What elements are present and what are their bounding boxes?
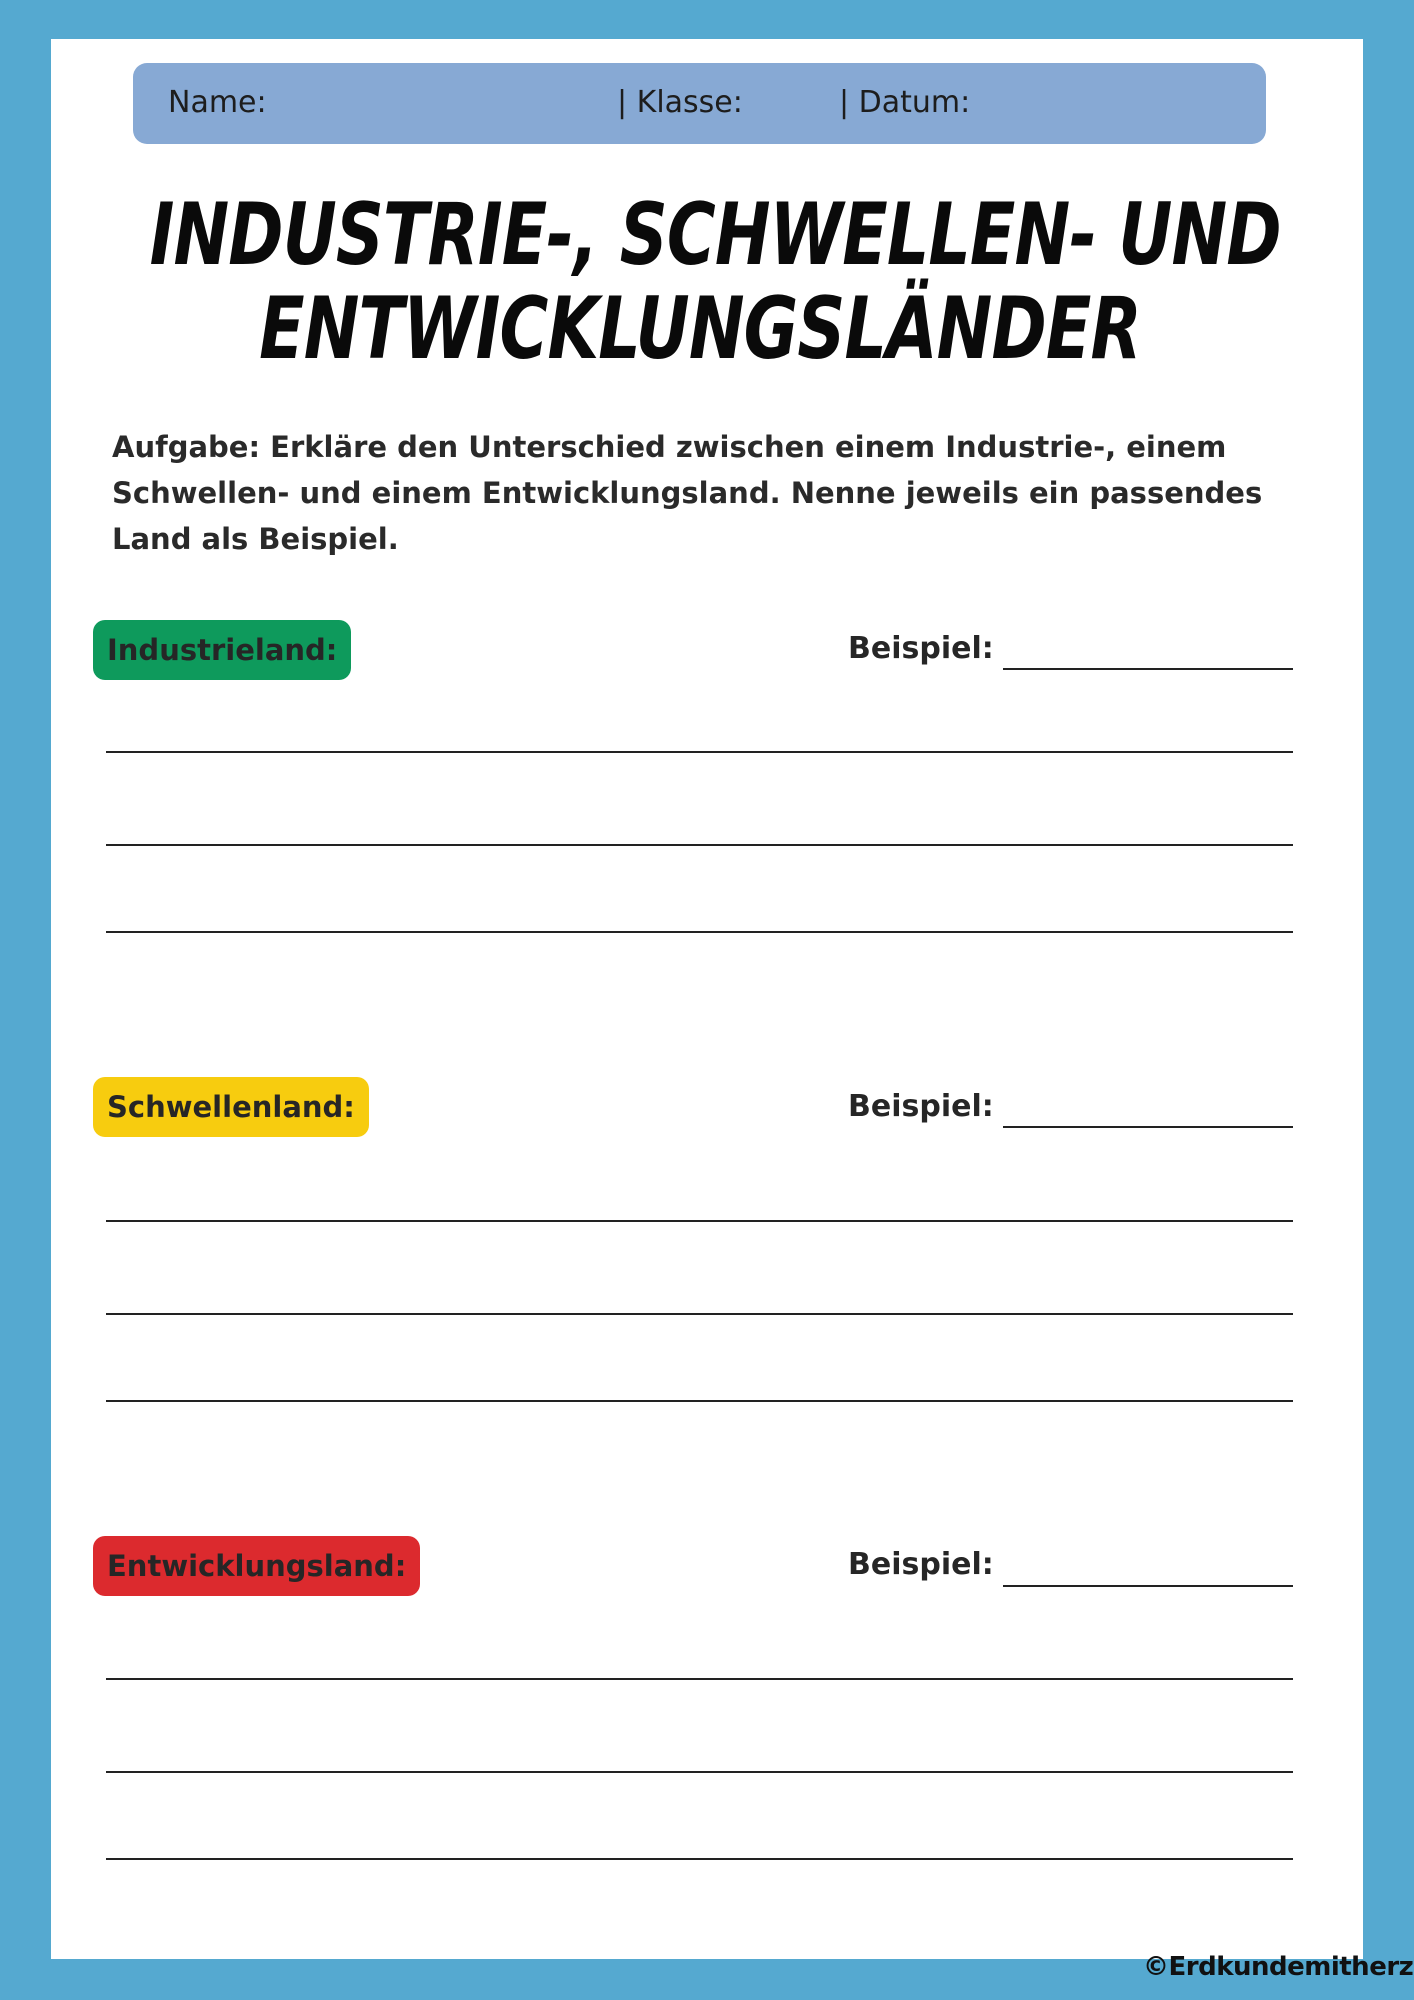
task-instruction: Aufgabe: Erkläre den Unterschied zwischen einem Industrie-, einem Schwellen- und einem Entwicklungsland. Nenne jeweils ein passendes Land als Beispiel.: [112, 430, 1263, 556]
example-answer-line[interactable]: [1003, 1585, 1293, 1587]
worksheet-title: [149, 185, 1281, 379]
answer-line[interactable]: [106, 1400, 1293, 1402]
answer-line[interactable]: [106, 1313, 1293, 1315]
name-field-label: Name:: [168, 85, 267, 120]
example-answer-line[interactable]: [1003, 668, 1293, 670]
title-line-1: INDUSTRIE-, SCHWELLEN- UND: [149, 185, 1281, 285]
example-label: Beispiel:: [848, 1547, 994, 1582]
title-line-2: ENTWICKLUNGSLÄNDER: [259, 279, 1141, 379]
section-label-entwicklungsland: Entwicklungsland:: [93, 1536, 420, 1596]
answer-line[interactable]: [106, 1858, 1293, 1860]
section-label-schwellenland: Schwellenland:: [93, 1077, 369, 1137]
answer-line[interactable]: [106, 931, 1293, 933]
answer-line[interactable]: [106, 1220, 1293, 1222]
example-label: Beispiel:: [848, 631, 994, 666]
datum-field-label: | Datum:: [839, 85, 971, 120]
copyright-notice: ©Erdkundemitherz: [1143, 1952, 1414, 1982]
answer-line[interactable]: [106, 1771, 1293, 1773]
answer-line[interactable]: [106, 1678, 1293, 1680]
example-answer-line[interactable]: [1003, 1126, 1293, 1128]
klasse-field-label: | Klasse:: [617, 85, 743, 120]
answer-line[interactable]: [106, 844, 1293, 846]
example-label: Beispiel:: [848, 1089, 994, 1124]
student-info-bar: [133, 63, 1266, 144]
answer-line[interactable]: [106, 751, 1293, 753]
section-label-industrieland: Industrieland:: [93, 620, 351, 680]
